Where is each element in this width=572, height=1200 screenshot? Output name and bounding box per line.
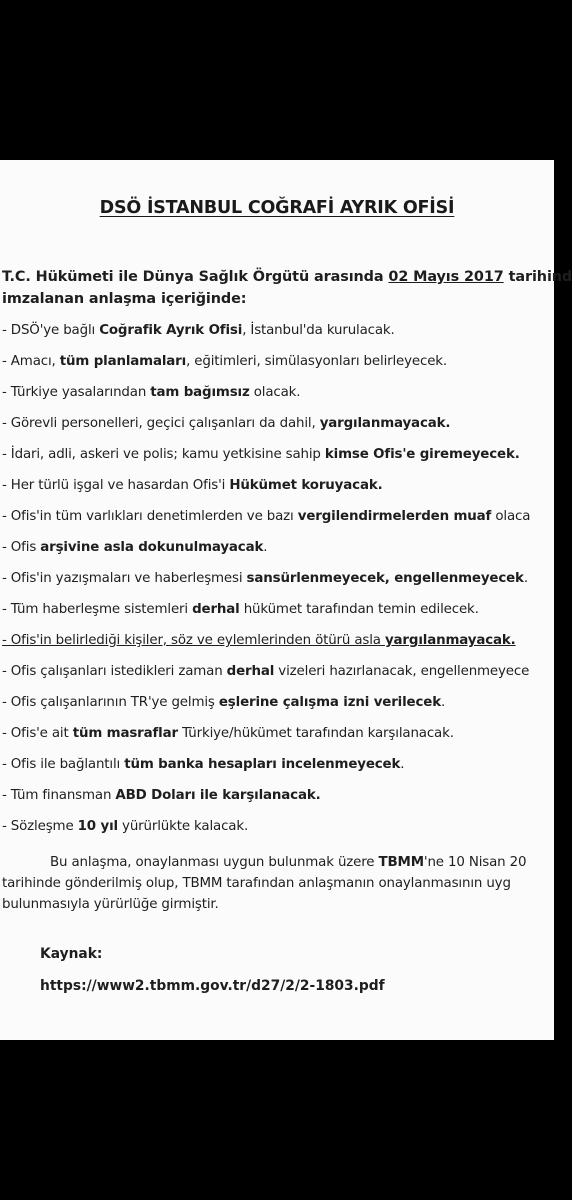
agreement-items-list	[2, 321, 530, 848]
intro-line-2: imzalanan anlaşma içeriğinde:	[2, 291, 247, 307]
closing-text-b: 'ne 10 Nisan 20	[423, 855, 527, 870]
item-text: - Türkiye yasalarından	[2, 385, 151, 400]
item-bold-text: Coğrafik Ayrık Ofisi	[99, 323, 243, 338]
agreement-item	[2, 693, 530, 724]
item-text: - Görevli personelleri, geçici çalışanları da dahil,	[2, 416, 320, 431]
intro-text-b: tarihind	[503, 269, 572, 285]
agreement-item	[2, 600, 530, 631]
item-bold-text: 10 yıl	[77, 819, 118, 834]
item-bold-text: ABD Doları ile karşılanacak.	[115, 788, 321, 803]
intro-text-a: T.C. Hükümeti ile Dünya Sağlık Örgütü arasında	[2, 269, 389, 285]
item-bold-text: Hükümet koruyacak.	[229, 478, 383, 493]
item-text: - İdari, adli, askeri ve polis; kamu yetkisine sahip	[2, 447, 325, 462]
document-page	[0, 160, 572, 1040]
intro-paragraph	[2, 266, 572, 310]
agreement-item	[2, 755, 530, 786]
item-text: , eğitimleri, simülasyonları belirleyecek.	[186, 354, 448, 369]
item-bold-text: vergilendirmelerden muaf	[297, 509, 492, 524]
item-text: vizeleri hazırlanacak, engellenmeyece	[274, 664, 530, 679]
agreement-item	[2, 538, 530, 569]
item-bold-text: derhal	[226, 664, 275, 679]
item-text: - Ofis çalışanları istedikleri zaman	[2, 664, 227, 679]
item-text: Türkiye/hükümet tarafından karşılanacak.	[177, 726, 454, 741]
agreement-item	[2, 476, 530, 507]
item-bold-text: tam bağımsız	[150, 385, 250, 400]
item-bold-text: eşlerine çalışma izni verilecek	[218, 695, 441, 710]
item-text: - Ofis çalışanlarının TR'ye gelmiş	[2, 695, 219, 710]
agreement-item	[2, 817, 530, 848]
closing-text-a: Bu anlaşma, onaylanması uygun bulunmak üzere	[50, 855, 379, 870]
item-bold-text: yargılanmayacak.	[384, 633, 516, 648]
item-bold-text: tüm masraflar	[72, 726, 178, 741]
item-text: - DSÖ'ye bağlı	[2, 323, 100, 338]
item-text: , İstanbul'da kurulacak.	[242, 323, 395, 338]
item-text: - Ofis'in tüm varlıkları denetimlerden ve bazı	[2, 509, 298, 524]
item-text: - Ofis'in yazışmaları ve haberleşmesi	[2, 571, 247, 586]
item-text: .	[440, 695, 446, 710]
item-bold-text: tüm planlamaları	[59, 354, 187, 369]
item-text: - Sözleşme	[2, 819, 78, 834]
agreement-item	[2, 383, 530, 414]
agreement-item	[2, 569, 530, 600]
item-text: - Tüm haberleşme sistemleri	[2, 602, 193, 617]
agreement-item	[2, 631, 530, 662]
agreement-item	[2, 352, 530, 383]
closing-tbmm: TBMM	[378, 855, 424, 870]
closing-line-2: tarihinde gönderilmiş olup, TBMM tarafından anlaşmanın onaylanmasının uyg	[2, 876, 511, 891]
item-bold-text: yargılanmayacak.	[319, 416, 451, 431]
item-text: - Her türlü işgal ve hasardan Ofis'i	[2, 478, 230, 493]
agreement-item	[2, 507, 530, 538]
item-bold-text: sansürlenmeyecek, engellenmeyecek	[246, 571, 524, 586]
closing-paragraph	[2, 852, 526, 915]
agreement-item	[2, 724, 530, 755]
item-text: .	[263, 540, 268, 555]
item-text: - Ofis'e ait	[2, 726, 73, 741]
item-text: .	[400, 757, 405, 772]
item-text: .	[523, 571, 528, 586]
item-text: - Ofis'in belirlediği kişiler, söz ve eylemlerinden ötürü asla	[2, 633, 385, 648]
item-text: yürürlükte kalacak.	[117, 819, 249, 834]
item-bold-text: kimse Ofis'e giremeyecek.	[324, 447, 520, 462]
agreement-item	[2, 445, 530, 476]
intro-line-1	[2, 266, 572, 288]
item-text: - Ofis ile bağlantılı	[2, 757, 125, 772]
item-bold-text: tüm banka hesapları incelenmeyecek	[124, 757, 401, 772]
source-url: https://www2.tbmm.gov.tr/d27/2/2-1803.pdf	[40, 978, 385, 994]
item-text: - Amacı,	[2, 354, 60, 369]
item-bold-text: derhal	[192, 602, 240, 617]
agreement-item	[2, 321, 530, 352]
agreement-item	[2, 786, 530, 817]
item-text: hükümet tarafından temin edilecek.	[239, 602, 479, 617]
item-text: - Ofis	[2, 540, 41, 555]
item-text: olaca	[491, 509, 531, 524]
item-bold-text: arşivine asla dokunulmayacak	[40, 540, 264, 555]
closing-line-1	[2, 852, 526, 873]
document-title: DSÖ İSTANBUL COĞRAFİ AYRIK OFİSİ	[99, 198, 455, 218]
agreement-item	[2, 414, 530, 445]
item-text: - Tüm finansman	[2, 788, 116, 803]
source-label: Kaynak:	[40, 946, 103, 962]
agreement-date: 02 Mayıs 2017	[388, 269, 504, 285]
agreement-item	[2, 662, 530, 693]
item-text: olacak.	[249, 385, 301, 400]
closing-line-3: bulunmasıyla yürürlüğe girmiştir.	[2, 897, 219, 912]
